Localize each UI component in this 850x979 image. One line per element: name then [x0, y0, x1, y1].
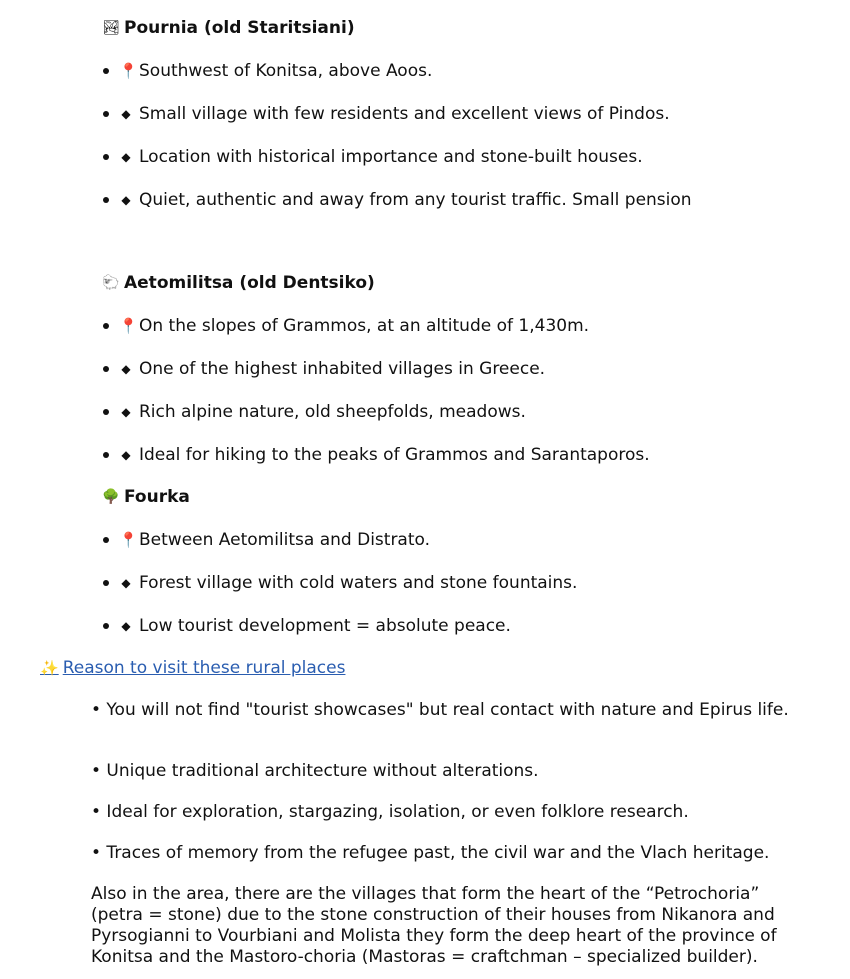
list-item: [101, 189, 692, 211]
list-item-text: Ideal for hiking to the peaks of Grammos and Sarantaporos.: [139, 445, 650, 465]
bullet-dot: [103, 580, 109, 586]
list-item-text: Between Aetomilitsa and Distrato.: [139, 530, 431, 550]
reason-paragraph: • Traces of memory from the refugee past, the civil war and the Vlach heritage.: [91, 843, 770, 863]
diamond-icon: ◆: [121, 107, 131, 121]
bridge-icon: 🏞: [102, 20, 120, 36]
list-item: [101, 315, 589, 337]
reason-paragraph: • Unique traditional architecture without alterations.: [91, 761, 539, 781]
diamond-icon: ◆: [121, 150, 131, 164]
tree-icon: 🌳: [102, 489, 120, 505]
bullet-dot: [103, 68, 109, 74]
list-item-text: On the slopes of Grammos, at an altitude of 1,430m.: [139, 316, 590, 336]
diamond-icon: ◆: [121, 576, 131, 590]
list-item-text: Low tourist development = absolute peace.: [139, 616, 511, 636]
section-title-text: Pournia (old Staritsiani): [124, 18, 355, 38]
section-title-text: Fourka: [124, 487, 190, 507]
bullet-dot: [103, 197, 109, 203]
sheep-icon: 🐑: [102, 275, 120, 291]
bullet-dot: [103, 409, 109, 415]
list-item-text: Small village with few residents and excellent views of Pindos.: [139, 104, 670, 124]
diamond-icon: ◆: [121, 405, 131, 419]
reason-paragraph: • You will not find "tourist showcases" but real contact with nature and Epirus life.: [91, 700, 789, 720]
list-item-text: Rich alpine nature, old sheepfolds, meadows.: [139, 402, 526, 422]
list-item: [101, 401, 526, 423]
diamond-icon: ◆: [121, 193, 131, 207]
bullet-dot: [103, 111, 109, 117]
list-item-text: Quiet, authentic and away from any tourist traffic. Small pension: [139, 190, 692, 210]
list-item: [101, 146, 643, 168]
diamond-icon: ◆: [121, 448, 131, 462]
section-title-pournia: [101, 17, 355, 39]
list-item: [101, 529, 430, 551]
bullet-dot: [103, 323, 109, 329]
section-title-fourka: [101, 486, 190, 508]
bullet-dot: [103, 537, 109, 543]
list-item: [101, 60, 432, 82]
list-item-text: Southwest of Konitsa, above Aoos.: [139, 61, 433, 81]
closing-paragraph: Also in the area, there are the villages that form the heart of the “Petrochoria” (petra = stone) due to the stone construction of their houses from Nikanora and Pyrsogianni to Vourbiani and Molista they form the deep heart of the province of Konitsa and the Mastoro-choria (Mastoras = craftchman – specialized builder).: [91, 884, 777, 967]
list-item: [101, 444, 650, 466]
reason-link-text: Reason to visit these rural places: [62, 658, 346, 678]
section-title-aetomilitsa: [101, 272, 375, 294]
diamond-icon: ◆: [121, 362, 131, 376]
bullet-dot: [103, 366, 109, 372]
list-item: [101, 572, 577, 594]
diamond-icon: ◆: [121, 619, 131, 633]
list-item-text: One of the highest inhabited villages in Greece.: [139, 359, 546, 379]
bullet-dot: [103, 452, 109, 458]
pin-icon: 📍: [119, 62, 138, 80]
list-item-text: Location with historical importance and stone-built houses.: [139, 147, 643, 167]
reason-paragraph: • Ideal for exploration, stargazing, isolation, or even folklore research.: [91, 802, 689, 822]
sparkles-icon: ✨: [40, 659, 59, 677]
list-item: [101, 103, 670, 125]
list-item: [101, 615, 511, 637]
bullet-dot: [103, 154, 109, 160]
list-item-text: Forest village with cold waters and stone fountains.: [139, 573, 578, 593]
pin-icon: 📍: [119, 531, 138, 549]
pin-icon: 📍: [119, 317, 138, 335]
reason-to-visit-link[interactable]: [40, 657, 345, 679]
bullet-dot: [103, 623, 109, 629]
list-item: [101, 358, 545, 380]
section-title-text: Aetomilitsa (old Dentsiko): [124, 273, 375, 293]
